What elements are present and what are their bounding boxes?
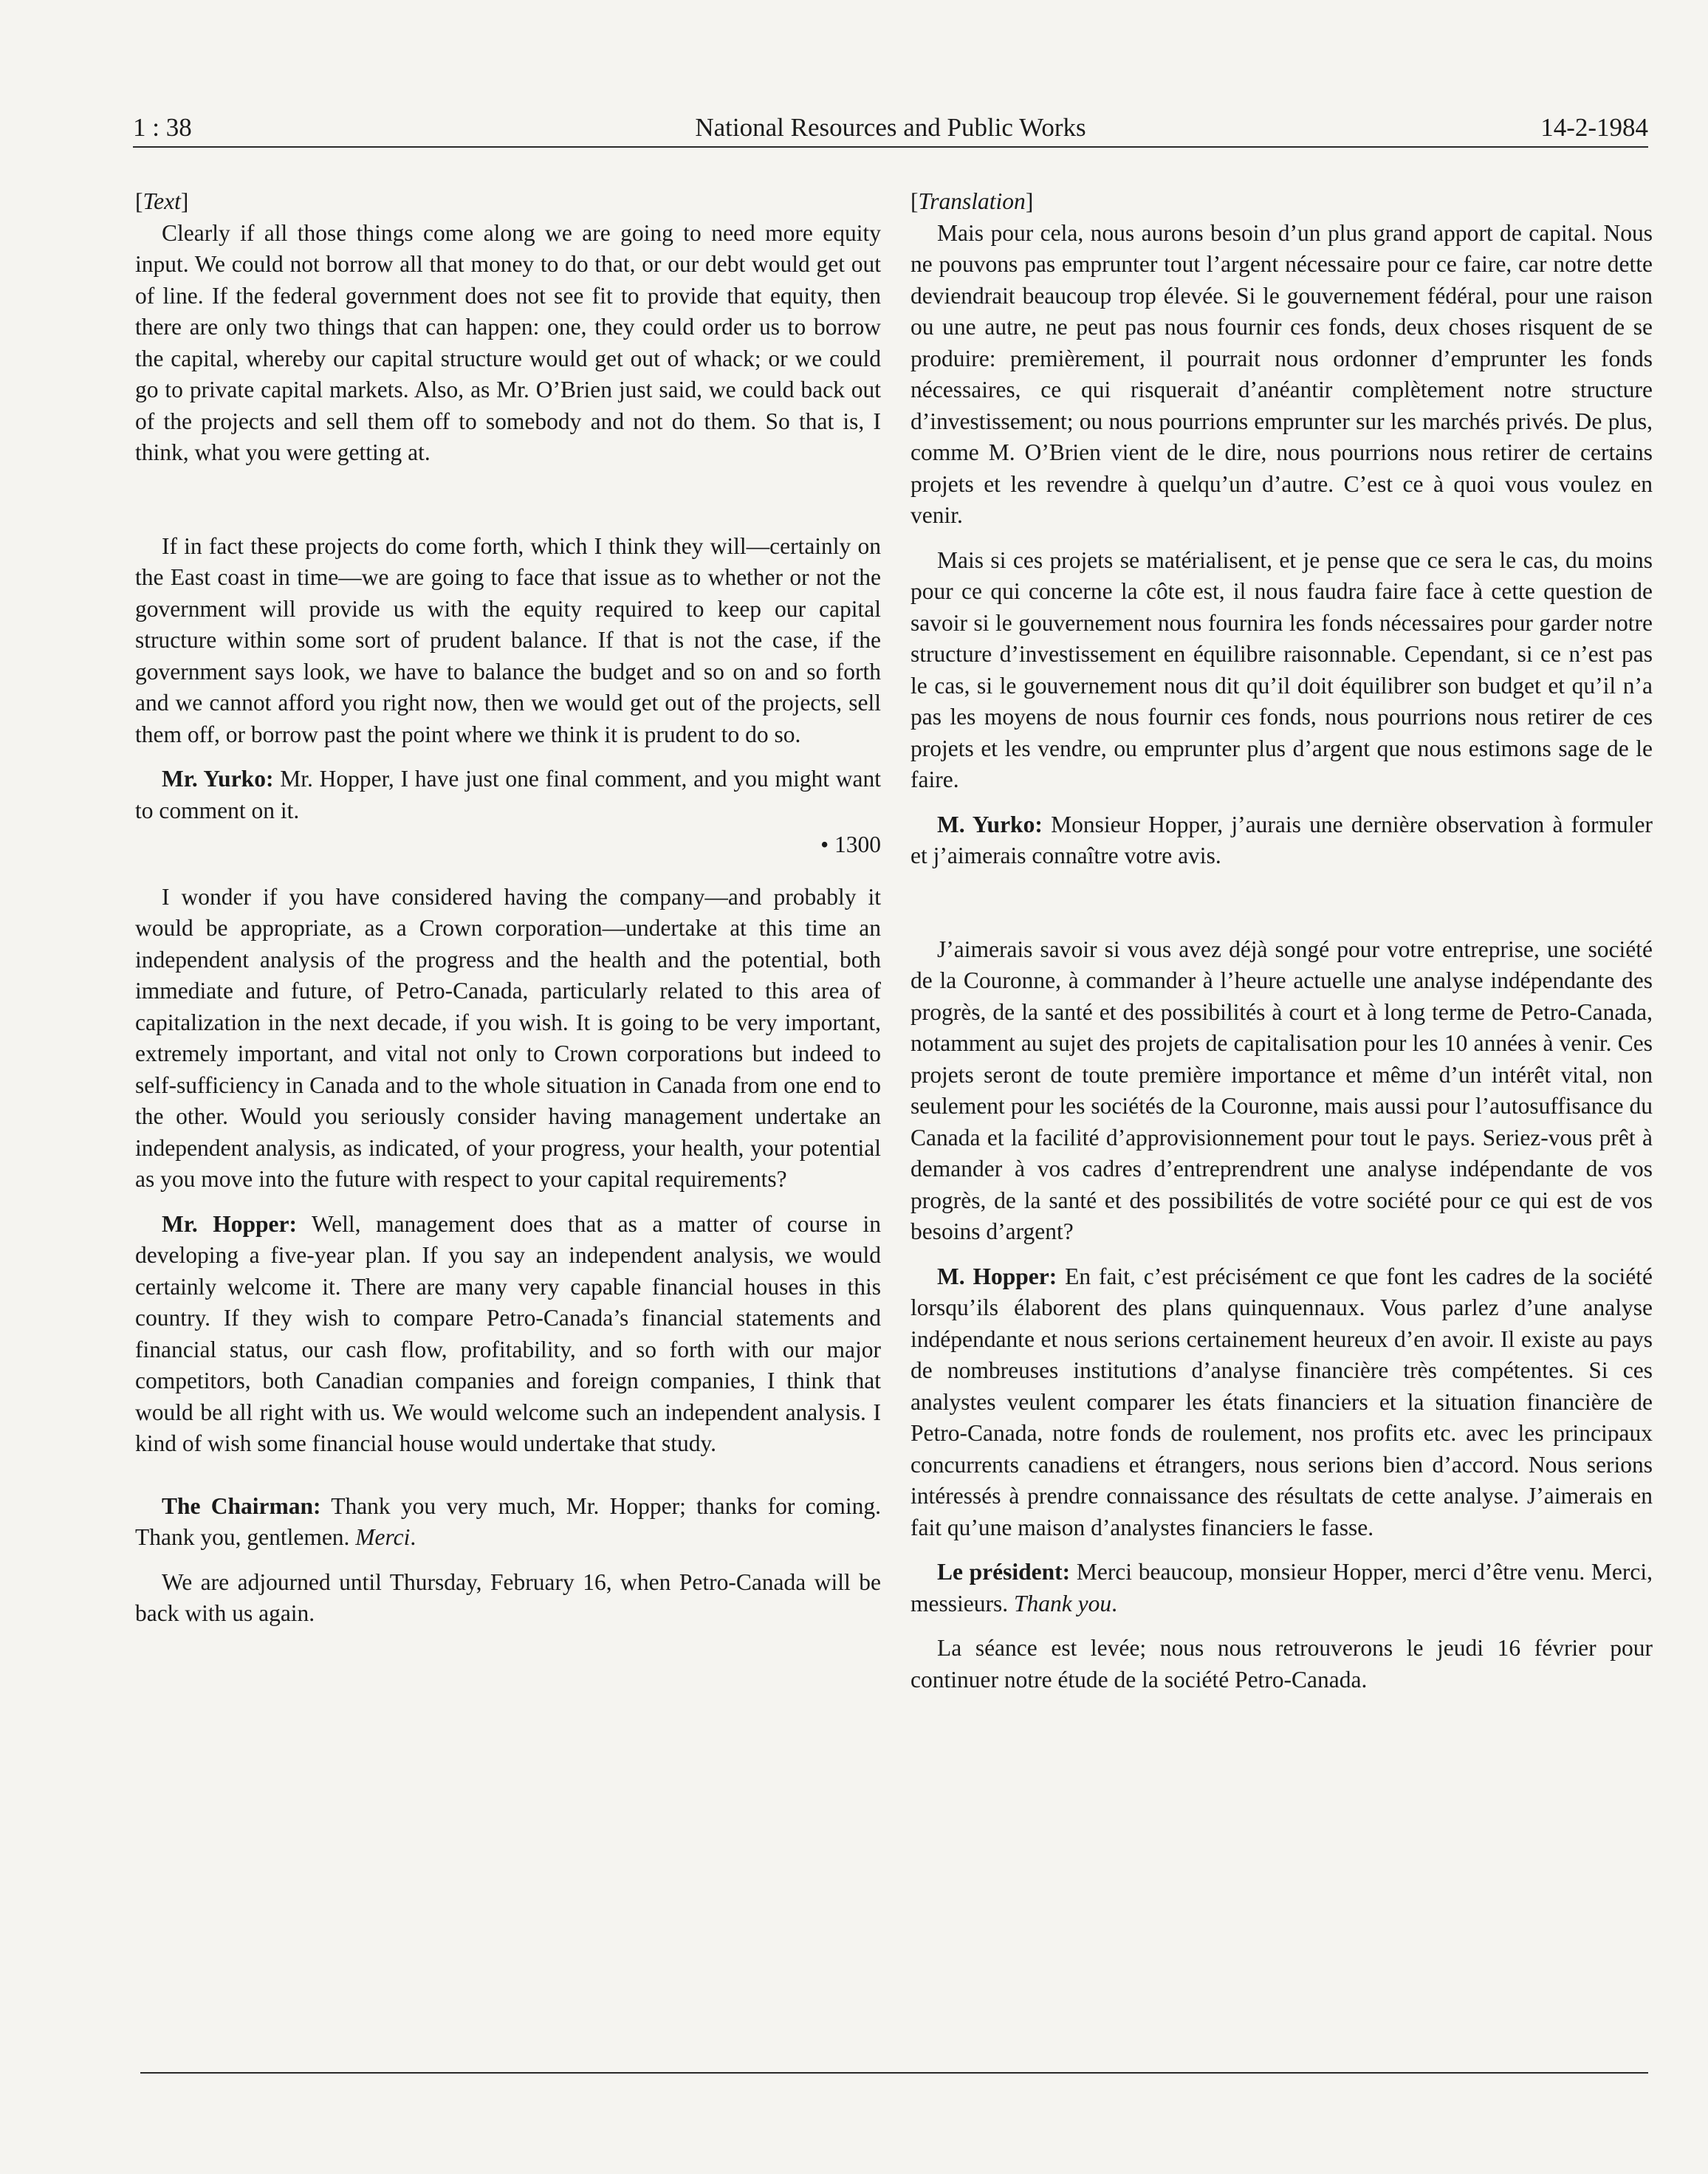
- page-header: [133, 109, 1648, 146]
- paragraph: Mr. Hopper: Well, management does that as a matter of course in developing a five-year plan. If you say an independent analysis, we would certainly welcome it. There are many very capable financial houses in this country. If they wish to compare Petro-Canada’s financial statements and financial status, our cash flow, profitability, and so forth with our major competitors, both Canadian companies and foreign companies, I think that would be all right with us. We would welcome such an independent analysis. I kind of wish some financial house would undertake that study.: [135, 1210, 881, 1456]
- paragraph: J’aimerais savoir si vous avez déjà songé pour votre entreprise, une société de la Couronne, à commander à l’heure actuelle une analyse indépendante des progrès, de la santé et des possibilités à court et à long terme de Petro-Canada, notamment au sujet des projets de capitalisation pour les 10 années à venir. Ces projets seront de toute première importance et même d’un intérêt vital, non seulement pour les sociétés de la Couronne, mais aussi pour l’autosuffisance du Canada et la facilité d’approvisionnement pour tout le pays. Seriez-vous prêt à demander à vos cadres d’entreprendrent une analyse indépendante de vos progrès, de la santé et des possibilités de votre société pour ce qui est de vos besoins d’argent?: [910, 936, 1653, 1244]
- speaker-name: Mr. Yurko:: [162, 766, 274, 792]
- paragraph: If in fact these projects do come forth, which I think they will—certainly on the East coast in time—we are going to face that issue as to whether or not the government will provide us with the equity required to keep our capital structure within some sort of prudent balance. If that is not the case, if the government says look, we have to balance the budget and so on and so forth and we cannot afford you right now, then we would get out of the projects, sell them off, or borrow past the point where we think it is prudent to do so.: [135, 532, 881, 747]
- speaker-name: M. Yurko:: [937, 811, 1043, 837]
- column-label: [Translation]: [910, 188, 1034, 214]
- paragraph: I wonder if you have considered having the company—and probably it would be appropriate, as a Crown corporation—undertake at this time an independent analysis of the progress and the health and the potential, both immediate and future, of Petro-Canada, particularly related to this area of capitalization in the next decade, if you wish. It is going to be very important, extremely important, and vital not only to Crown corporations but indeed to self-sufficiency in Canada and to the whole situation in Canada from one end to the other. Would you seriously consider having management undertake an independent analysis, as indicated, of your progress, your health, your potential as you move into the future with respect to your capital requirements?: [135, 883, 881, 1192]
- paragraph: The Chairman: Thank you very much, Mr. Hopper; thanks for coming. Thank you, gentlemen. Merci.: [135, 1492, 881, 1550]
- time-marker: • 1300: [820, 831, 881, 857]
- speaker-name: M. Hopper:: [937, 1263, 1057, 1289]
- footer-rule: [140, 2072, 1648, 2074]
- column-label: [Text]: [135, 188, 189, 214]
- page-title: National Resources and Public Works: [695, 113, 1086, 142]
- paragraph: Clearly if all those things come along we are going to need more equity input. We could not borrow all that money to do that, or our debt would get out of line. If the federal government does not see fit to provide that equity, then there are only two things that can happen: one, they could order us to borrow the capital, whereby our capital structure would get out of whack; or we could go to private capital markets. Also, as Mr. O’Brien just said, we could back out of the projects and sell them off to somebody and not do them. So that is, I think, what you were getting at.: [135, 219, 881, 465]
- french-column: [910, 186, 1653, 1695]
- paragraph: M. Yurko: Monsieur Hopper, j’aurais une dernière observation à formuler et j’aimerais connaître votre avis.: [910, 811, 1653, 868]
- paragraph: We are adjourned until Thursday, February 16, when Petro-Canada will be back with us again.: [135, 1568, 881, 1626]
- speaker-name: The Chairman:: [162, 1492, 321, 1519]
- paragraph: Mr. Yurko: Mr. Hopper, I have just one final comment, and you might want to comment on it.: [135, 766, 881, 823]
- paragraph: M. Hopper: En fait, c’est précisément ce que font les cadres de la société lorsqu’ils élaborent des plans quinquennaux. Vous parlez d’une analyse indépendante et nous serions certainement heureux d’en avoir. Il existe au pays de nombreuses institutions d’analyse financière très compétentes. Si ces analystes veulent comparer les états financiers et la situation financière de Petro-Canada, notre fonds de roulement, nos profits etc. avec les principaux concurrents canadiens et étrangers, nous serions bien d’accord. Nous serions intéressés à prendre connaissance des résultats de cette analyse. J’aimerais en fait qu’une maison d’analystes financiers le fasse.: [910, 1263, 1653, 1540]
- paragraph: Mais si ces projets se matérialisent, et je pense que ce sera le cas, du moins pour ce qui concerne la côte est, il nous faudra faire face à cette question de savoir si le gouvernement nous fournira les fonds nécessaires pour garder notre structure d’investissement en équilibre raisonnable. Cependant, si ce n’est pas le cas, si le gouvernement nous dit qu’il doit équilibrer son budget et qu’il n’a pas les moyens de nous fournir ces fonds, nous pourrions nous retirer de ces projets et les vendre, ou emprunter plus d’argent que nous estimons sage de le faire.: [910, 546, 1653, 792]
- english-column: [135, 186, 881, 1630]
- speaker-name: Mr. Hopper:: [162, 1210, 297, 1237]
- paragraph: Le président: Merci beaucoup, monsieur Hopper, merci d’être venu. Merci, messieurs. Thank you.: [910, 1559, 1653, 1616]
- page-number: 1 : 38: [133, 113, 192, 142]
- paragraph: La séance est levée; nous nous retrouverons le jeudi 16 février pour continuer notre étude de la société Petro-Canada.: [910, 1635, 1653, 1693]
- speaker-name: Le président:: [937, 1559, 1071, 1585]
- page-date: 14-2-1984: [1540, 113, 1648, 142]
- header-rule: [133, 146, 1648, 148]
- paragraph: Mais pour cela, nous aurons besoin d’un plus grand apport de capital. Nous ne pouvons pas emprunter tout l’argent nécessaire pour ce faire, car notre dette deviendrait beaucoup trop élevée. Si le gouvernement fédéral, pour une raison ou une autre, ne peut pas nous fournir ces fonds, deux choses risquent de se produire: premièrement, il pourrait nous ordonner d’emprunter les fonds nécessaires, ce qui risquerait d’anéantir complètement notre structure d’investissement; ou nous pourrions emprunter sur les marchés privés. De plus, comme M. O’Brien vient de le dire, nous pourrions nous retirer de certains projets et les revendre à quelqu’un d’autre. C’est ce à quoi vous voulez en venir.: [910, 219, 1653, 528]
